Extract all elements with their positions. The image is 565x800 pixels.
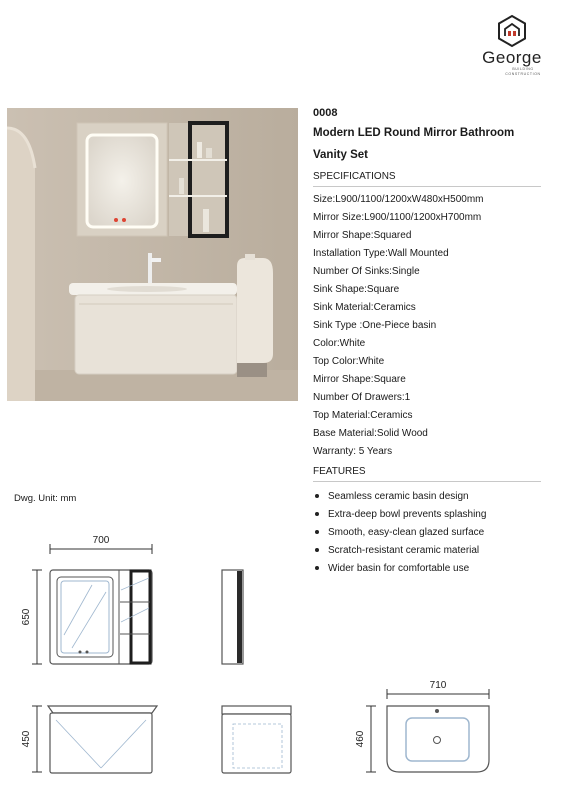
spec-item: Mirror Shape:Squared	[313, 230, 412, 241]
vanity-front-view	[48, 706, 157, 773]
brand-logo	[476, 14, 548, 78]
spec-item: Color:White	[313, 338, 366, 349]
dimension-drawings	[0, 530, 565, 798]
spec-item: Number Of Drawers:1	[313, 392, 411, 403]
bullet-icon	[315, 494, 319, 498]
mirror-height-label: 650	[21, 608, 32, 626]
feature-text: Scratch-resistant ceramic material	[328, 545, 480, 556]
feature-item	[313, 506, 543, 524]
mirror-side-view	[222, 570, 243, 664]
bullet-icon	[315, 512, 319, 516]
spec-item: Mirror Size:L900/1100/1200xH700mm	[313, 212, 482, 223]
vanity-depth-label: 460	[355, 730, 366, 748]
spec-item: Size:L900/1100/1200xW480xH500mm	[313, 194, 484, 205]
features-heading: FEATURES	[313, 465, 541, 482]
vanity-height-label: 450	[21, 730, 32, 748]
spec-item: Top Material:Ceramics	[313, 410, 413, 421]
spec-item: Base Material:Solid Wood	[313, 428, 428, 439]
house-logo-icon	[495, 14, 529, 48]
spec-item: Sink Type :One-Piece basin	[313, 320, 437, 331]
product-photo	[7, 108, 298, 401]
spec-item: Top Color:White	[313, 356, 385, 367]
mirror-width-label: 700	[92, 535, 110, 546]
vanity-side-view	[222, 706, 291, 773]
spec-item: Sink Material:Ceramics	[313, 302, 416, 313]
spec-item: Installation Type:Wall Mounted	[313, 248, 449, 259]
specifications-heading: SPECIFICATIONS	[313, 170, 541, 187]
feature-text: Wider basin for comfortable use	[328, 563, 470, 574]
feature-text: Extra-deep bowl prevents splashing	[328, 509, 487, 520]
vanity-top-view	[387, 706, 489, 772]
product-title-line1: Modern LED Round Mirror Bathroom	[313, 127, 515, 139]
brand-name: George	[482, 48, 542, 67]
vanity-width-label: 710	[429, 680, 447, 691]
brand-tagline: BUILDING CONSTRUCTION	[505, 67, 541, 76]
product-code: 0008	[313, 107, 338, 119]
product-info	[313, 104, 543, 578]
specifications-list	[313, 191, 543, 461]
spec-item: Number Of Sinks:Single	[313, 266, 420, 277]
feature-text: Seamless ceramic basin design	[328, 491, 469, 502]
feature-item	[313, 488, 543, 506]
spec-item: Mirror Shape:Square	[313, 374, 406, 385]
mirror-front-view	[50, 570, 152, 664]
feature-text: Smooth, easy-clean glazed surface	[328, 527, 485, 538]
drawing-unit-label: Dwg. Unit: mm	[14, 493, 77, 504]
spec-item: Warranty: 5 Years	[313, 446, 393, 457]
product-title-line2: Vanity Set	[313, 149, 368, 161]
spec-item: Sink Shape:Square	[313, 284, 400, 295]
